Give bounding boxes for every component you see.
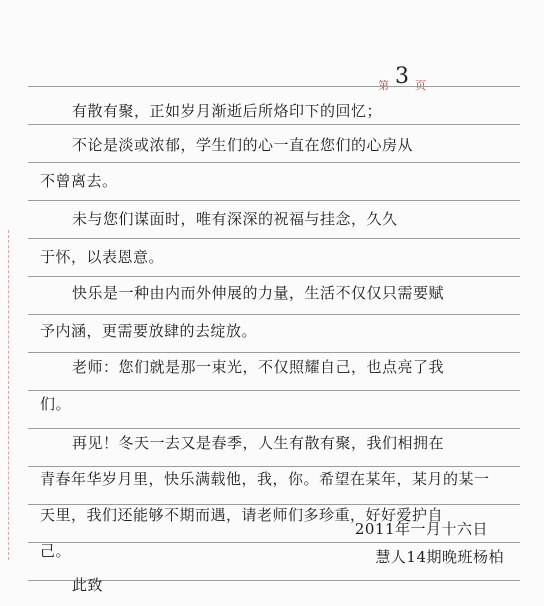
letter-signature: 慧人14期晚班杨柏 [375, 548, 504, 566]
letter-line: 们。 [40, 395, 72, 413]
ruled-line [28, 314, 520, 315]
letter-line: 再见！冬天一去又是春季，人生有散有聚，我们相拥在 [72, 434, 445, 452]
letter-line: 快乐是一种由内而外伸展的力量，生活不仅仅只需要赋 [72, 284, 445, 302]
letter-line: 于怀，以表恩意。 [40, 248, 165, 266]
ruled-line [28, 200, 520, 201]
letter-line: 天里，我们还能够不期而遇，请老师们多珍重，好好爱护自 [40, 506, 444, 524]
letter-line: 未与您们谋面时，唯有深深的祝福与挂念，久久 [72, 210, 398, 228]
letter-line: 有散有聚，正如岁月渐逝后所烙印下的回忆； [72, 102, 383, 120]
page-number: 3 [395, 64, 409, 89]
page-number-header [378, 64, 426, 95]
letter-line: 不论是淡或浓郁，学生们的心一直在您们的心房从 [72, 136, 414, 154]
page-suffix: 页 [415, 79, 426, 92]
ruled-line [28, 124, 520, 125]
margin-line [8, 230, 9, 560]
ruled-line [28, 86, 520, 87]
ruled-line [28, 390, 520, 391]
ruled-line [28, 162, 520, 163]
letter-line: 予内涵，更需要放肆的去绽放。 [40, 322, 258, 340]
closing-salutation: 此致 [72, 576, 104, 594]
ruled-line [28, 238, 520, 239]
ruled-line [28, 352, 520, 353]
letter-line: 己。 [40, 542, 72, 560]
letter-line: 老师：您们就是那一束光，不仅照耀自己，也点亮了我 [72, 358, 445, 376]
letter-line: 不曾离去。 [40, 172, 118, 190]
ruled-line [28, 276, 520, 277]
letter-date: 2011年一月十六日 [354, 520, 488, 538]
ruled-line [28, 428, 520, 429]
ruled-line [28, 466, 520, 467]
letter-line: 青春年华岁月里，快乐满载他，我，你。希望在某年，某月的某一 [40, 470, 490, 488]
page-prefix: 第 [378, 79, 389, 92]
